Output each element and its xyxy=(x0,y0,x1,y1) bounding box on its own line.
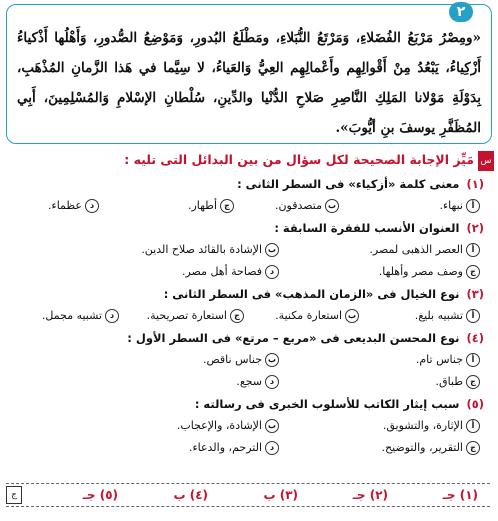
instruction-text: مَيِّز الإجابة الصحيحة لكل سؤال من بين البدائل التى تليه : xyxy=(124,152,474,167)
question-text: نوع الخيال فى «الزمان المذهب» فى السطر الثانى : xyxy=(163,287,460,301)
option-text: أطهار. xyxy=(187,199,217,212)
option-b[interactable] xyxy=(275,195,339,217)
option-text: تشبيه بليغ. xyxy=(414,309,463,322)
option-mark: د xyxy=(265,375,279,389)
option-mark: ج xyxy=(230,309,244,323)
option-mark: ب xyxy=(345,309,359,323)
options-row xyxy=(14,349,484,371)
option-text: جناس ناقص. xyxy=(202,353,262,366)
question-number: (٢) xyxy=(466,221,484,235)
option-text: الإثارة، والتشويق. xyxy=(382,419,463,432)
option-text: وصف مصر وأهلها. xyxy=(378,265,463,278)
answer-value: جـ xyxy=(442,488,456,502)
option-text: فصاحة أهل مصر. xyxy=(181,265,262,278)
option-a[interactable] xyxy=(369,239,480,261)
answer-value: جـ xyxy=(82,488,96,502)
option-mark: أ xyxy=(466,309,480,323)
option-a[interactable] xyxy=(416,349,480,371)
answer-number: (٥) xyxy=(99,488,118,502)
passage-number-badge: ٢ xyxy=(449,2,473,22)
answer-1 xyxy=(443,484,478,506)
option-text: متصدقون. xyxy=(274,199,322,212)
answer-number: (١) xyxy=(459,488,478,502)
question-stem xyxy=(14,283,484,305)
question-text: معنى كلمة «أزكياء» فى السطر الثانى : xyxy=(237,177,460,191)
question-5 xyxy=(14,393,484,459)
option-text: استعارة تصريحية. xyxy=(146,309,227,322)
answer-number: (٢) xyxy=(369,488,388,502)
option-mark: أ xyxy=(466,353,480,367)
option-text: عظماء. xyxy=(48,199,82,212)
instruction-bar xyxy=(4,151,494,173)
option-text: التقرير، والتوضيح. xyxy=(381,441,463,454)
option-d[interactable] xyxy=(48,195,99,217)
option-a[interactable] xyxy=(415,305,480,327)
option-c[interactable] xyxy=(188,195,234,217)
question-text: نوع المحسن البديعى فى «مربع – مرتع» فى السطر الأول : xyxy=(127,331,460,345)
option-mark: أ xyxy=(466,419,480,433)
options-row xyxy=(14,415,484,437)
option-c[interactable] xyxy=(436,371,480,393)
question-stem xyxy=(14,393,484,415)
question-stem xyxy=(14,173,484,195)
option-d[interactable] xyxy=(189,437,279,459)
option-mark: ج xyxy=(466,265,480,279)
section-badge: س xyxy=(478,151,494,171)
passage-text: «ومِصْرُ مَرْبَعُ الفُضَلاءِ، وَمَرْتَعُ النُّبَلاءِ، ومَطْلَعُ البُدورِ، وَمَوْضِعُ الصُّدورِ، وَأَهْلُها أَذْكياءُ أَزْكِياءُ، يَبْعُدُ مِنْ أَقْوالِهِم وأَعْمالِهِم العِيُّ وَالعَياءُ، لا سِيَّما في هَذا الزَّمانِ المُذْهَبِ، بِدَوْلَةِ مَوْلانا المَلِكِ النَّاصِرِ صَلاحِ الدُّنْيا والدِّينِ، سُلْطانِ الإسْلامِ وَالمُسْلِمِينَ، أَبِي المُظَفَّرِ يوسفَ بنِ أيُّوبَ». xyxy=(17,30,481,136)
option-d[interactable] xyxy=(236,371,279,393)
option-mark: د xyxy=(265,265,279,279)
option-a[interactable] xyxy=(440,195,480,217)
options-row xyxy=(14,261,484,283)
answers-tag: ج xyxy=(6,486,22,504)
option-c[interactable] xyxy=(379,261,480,283)
options-row xyxy=(14,371,484,393)
answer-4 xyxy=(173,484,208,506)
option-mark: د xyxy=(105,309,119,323)
question-number: (٤) xyxy=(466,331,484,345)
answer-3 xyxy=(263,484,298,506)
option-a[interactable] xyxy=(383,415,480,437)
option-c[interactable] xyxy=(147,305,244,327)
option-mark: أ xyxy=(466,199,480,213)
question-number: (١) xyxy=(466,177,484,191)
option-text: استعارة مكنية. xyxy=(275,309,342,322)
options-row xyxy=(14,437,484,459)
question-1 xyxy=(14,173,484,217)
option-c[interactable] xyxy=(381,437,480,459)
option-mark: ب xyxy=(325,199,339,213)
option-mark: ب xyxy=(265,419,279,433)
option-mark: ج xyxy=(466,375,480,389)
answer-number: (٤) xyxy=(189,488,208,502)
answer-number: (٣) xyxy=(279,488,298,502)
questions-list xyxy=(14,173,484,459)
question-number: (٥) xyxy=(466,397,484,411)
option-text: تشبيه مجمل. xyxy=(41,309,102,322)
option-text: الترحم، والدعاء. xyxy=(188,441,262,454)
option-mark: ب xyxy=(265,353,279,367)
option-mark: ب xyxy=(265,243,279,257)
option-b[interactable] xyxy=(141,239,279,261)
question-number: (٣) xyxy=(466,287,484,301)
passage-box xyxy=(6,4,492,144)
question-text: العنوان الأنسب للفقرة السابقة : xyxy=(274,221,460,235)
question-4 xyxy=(14,327,484,393)
option-text: الإشادة، والإعجاب. xyxy=(176,419,262,432)
option-text: طباق. xyxy=(435,375,463,388)
question-2 xyxy=(14,217,484,283)
option-text: جناس تام. xyxy=(415,353,463,366)
option-text: الإشادة بالقائد صلاح الدين. xyxy=(141,243,262,256)
option-mark: أ xyxy=(466,243,480,257)
option-mark: ج xyxy=(220,199,234,213)
option-b[interactable] xyxy=(177,415,279,437)
answer-2 xyxy=(353,484,388,506)
option-text: العصر الذهبى لمصر. xyxy=(369,243,463,256)
option-text: سجع. xyxy=(236,375,262,388)
answer-value: جـ xyxy=(352,488,366,502)
question-3 xyxy=(14,283,484,327)
option-mark: د xyxy=(265,441,279,455)
option-b[interactable] xyxy=(275,305,359,327)
question-stem xyxy=(14,217,484,239)
options-row xyxy=(14,305,484,327)
options-row xyxy=(14,239,484,261)
option-d[interactable] xyxy=(182,261,279,283)
option-mark: ج xyxy=(466,441,480,455)
answer-key-bar xyxy=(6,483,490,507)
question-stem xyxy=(14,327,484,349)
option-mark: د xyxy=(85,199,99,213)
option-text: نبهاء. xyxy=(439,199,463,212)
options-row xyxy=(14,195,484,217)
answer-5 xyxy=(83,484,118,506)
answer-value: ب xyxy=(263,488,276,502)
option-d[interactable] xyxy=(42,305,119,327)
option-b[interactable] xyxy=(203,349,279,371)
answer-value: ب xyxy=(173,488,186,502)
question-text: سبب إيثار الكاتب للأسلوب الخبرى فى رسالته : xyxy=(194,397,460,411)
